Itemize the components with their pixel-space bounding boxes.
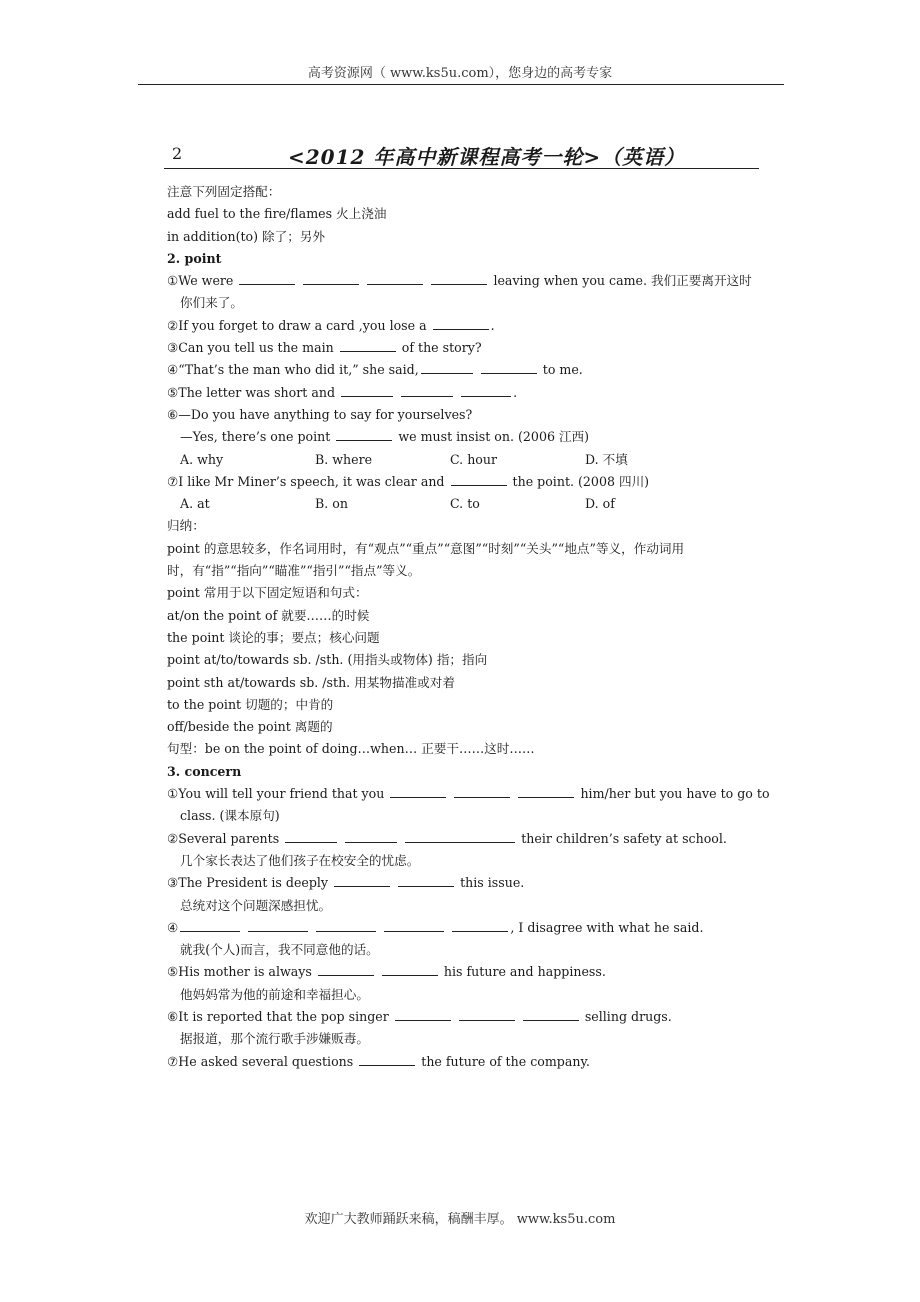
translation-line: 你们来了。 (180, 295, 243, 311)
exercise-line: ⑤His mother is always his future and happiness. (167, 964, 606, 980)
exercise-line: ⑤The letter was short and . (167, 384, 518, 400)
answer-blank[interactable] (452, 919, 508, 932)
exercise-line: ③The President is deeply this issue. (167, 875, 525, 891)
exercise-line: ⑦I like Mr Miner’s speech, it was clear and the point. (2008 四川) (167, 473, 650, 489)
page-content (167, 181, 770, 1073)
translation-line: 就我(个人)而言，我不同意他的话。 (180, 942, 379, 958)
choice-option[interactable]: A. why (180, 451, 224, 467)
choice-option[interactable]: C. hour (450, 451, 498, 467)
answer-blank[interactable] (345, 830, 397, 843)
choice-option[interactable]: B. on (315, 496, 348, 512)
translation-line: 几个家长表达了他们孩子在校安全的忧虑。 (180, 852, 420, 868)
exercise-line: class. (课本原句) (180, 808, 280, 824)
choice-option[interactable]: D. 不填 (585, 451, 628, 467)
answer-blank[interactable] (481, 361, 537, 374)
choice-option[interactable]: B. where (315, 451, 373, 467)
phrase-line: add fuel to the fire/flames 火上浇油 (167, 206, 387, 222)
phrase-line: the point 谈论的事；要点；核心问题 (167, 629, 380, 645)
summary-text: point 的意思较多，作名词用时，有“观点”“重点”“意图”“时刻”“关头”“地点”等义，作动词用 (167, 540, 685, 556)
translation-line: 据报道，那个流行歌手涉嫌贩毒。 (180, 1031, 369, 1047)
answer-blank[interactable] (523, 1008, 579, 1021)
answer-blank[interactable] (433, 317, 489, 330)
answer-blank[interactable] (398, 874, 454, 887)
exercise-line: ②If you forget to draw a card ,you lose a . (167, 317, 495, 333)
answer-blank[interactable] (303, 272, 359, 285)
choice-options (167, 493, 763, 515)
exercise-line: ②Several parents their children’s safety at school. (167, 830, 727, 846)
answer-blank[interactable] (336, 428, 392, 441)
phrase-line: to the point 切题的；中肯的 (167, 696, 334, 712)
phrase-line: at/on the point of 就要……的时候 (167, 607, 370, 623)
exercise-line: ⑥—Do you have anything to say for yourselves? (167, 406, 473, 422)
answer-blank[interactable] (180, 919, 240, 932)
summary-text: 时，有“指”“指向”“瞄准”“指引”“指点”等义。 (167, 563, 421, 579)
answer-blank[interactable] (461, 384, 511, 397)
exercise-line: ④“That’s the man who did it,” she said, to me. (167, 362, 583, 378)
exercise-line: ①We were leaving when you came. 我们正要离开这时 (167, 273, 752, 289)
answer-blank[interactable] (248, 919, 308, 932)
title-rule (164, 168, 759, 169)
answer-blank[interactable] (390, 785, 446, 798)
answer-blank[interactable] (382, 963, 438, 976)
answer-blank[interactable] (367, 272, 423, 285)
phrase-line: point at/to/towards sb. /sth. (用指头或物体) 指；指向 (167, 652, 488, 668)
answer-blank[interactable] (359, 1053, 415, 1066)
answer-blank[interactable] (340, 339, 396, 352)
answer-blank[interactable] (405, 830, 515, 843)
phrase-line: point sth at/towards sb. /sth. 用某物描准或对着 (167, 674, 455, 690)
answer-blank[interactable] (459, 1008, 515, 1021)
site-footer: 欢迎广大教师踊跃来稿，稿酬丰厚。 www.ks5u.com (304, 1212, 616, 1227)
phrase-line: 句型：be on the point of doing…when… 正要干……这时…… (167, 741, 535, 757)
exercise-line: ⑦He asked several questions the future of the company. (167, 1053, 590, 1069)
answer-blank[interactable] (421, 361, 473, 374)
answer-blank[interactable] (318, 963, 374, 976)
answer-blank[interactable] (395, 1008, 451, 1021)
header-rule (138, 84, 784, 85)
note-line: 注意下列固定搭配： (167, 184, 281, 199)
answer-blank[interactable] (334, 874, 390, 887)
exercise-line: ⑥It is reported that the pop singer selling drugs. (167, 1008, 672, 1024)
site-header: 高考资源网（ www.ks5u.com），您身边的高考专家 (307, 66, 613, 81)
answer-blank[interactable] (454, 785, 510, 798)
exercise-line: ④ , I disagree with what he said. (167, 919, 704, 935)
answer-blank[interactable] (518, 785, 574, 798)
choice-option[interactable]: A. at (180, 496, 210, 512)
answer-blank[interactable] (451, 473, 507, 486)
translation-line: 他妈妈常为他的前途和幸福担心。 (180, 986, 369, 1002)
answer-blank[interactable] (285, 830, 337, 843)
book-title: <2012 年高中新课程高考一轮>（英语） (288, 145, 686, 169)
translation-line: 总统对这个问题深感担忧。 (180, 897, 332, 913)
phrase-line: off/beside the point 离题的 (167, 719, 333, 735)
choice-options (167, 449, 763, 471)
section-heading-concern: 3. concern (167, 763, 242, 779)
answer-blank[interactable] (401, 384, 453, 397)
summary-label: 归纳： (167, 518, 205, 534)
choice-option[interactable]: C. to (450, 496, 480, 512)
answer-blank[interactable] (384, 919, 444, 932)
choice-option[interactable]: D. of (585, 496, 615, 512)
answer-blank[interactable] (341, 384, 393, 397)
exercise-line: ③Can you tell us the main of the story? (167, 340, 482, 356)
exercise-line: —Yes, there’s one point we must insist on. (2006 江西) (180, 429, 590, 445)
page-number: 2 (172, 144, 183, 163)
phrases-intro: point 常用于以下固定短语和句式： (167, 585, 368, 601)
answer-blank[interactable] (239, 272, 295, 285)
answer-blank[interactable] (316, 919, 376, 932)
exercise-line: ①You will tell your friend that you him/her but you have to go to (167, 786, 770, 802)
section-heading-point: 2. point (167, 250, 222, 266)
phrase-line: in addition(to) 除了；另外 (167, 228, 326, 244)
answer-blank[interactable] (431, 272, 487, 285)
